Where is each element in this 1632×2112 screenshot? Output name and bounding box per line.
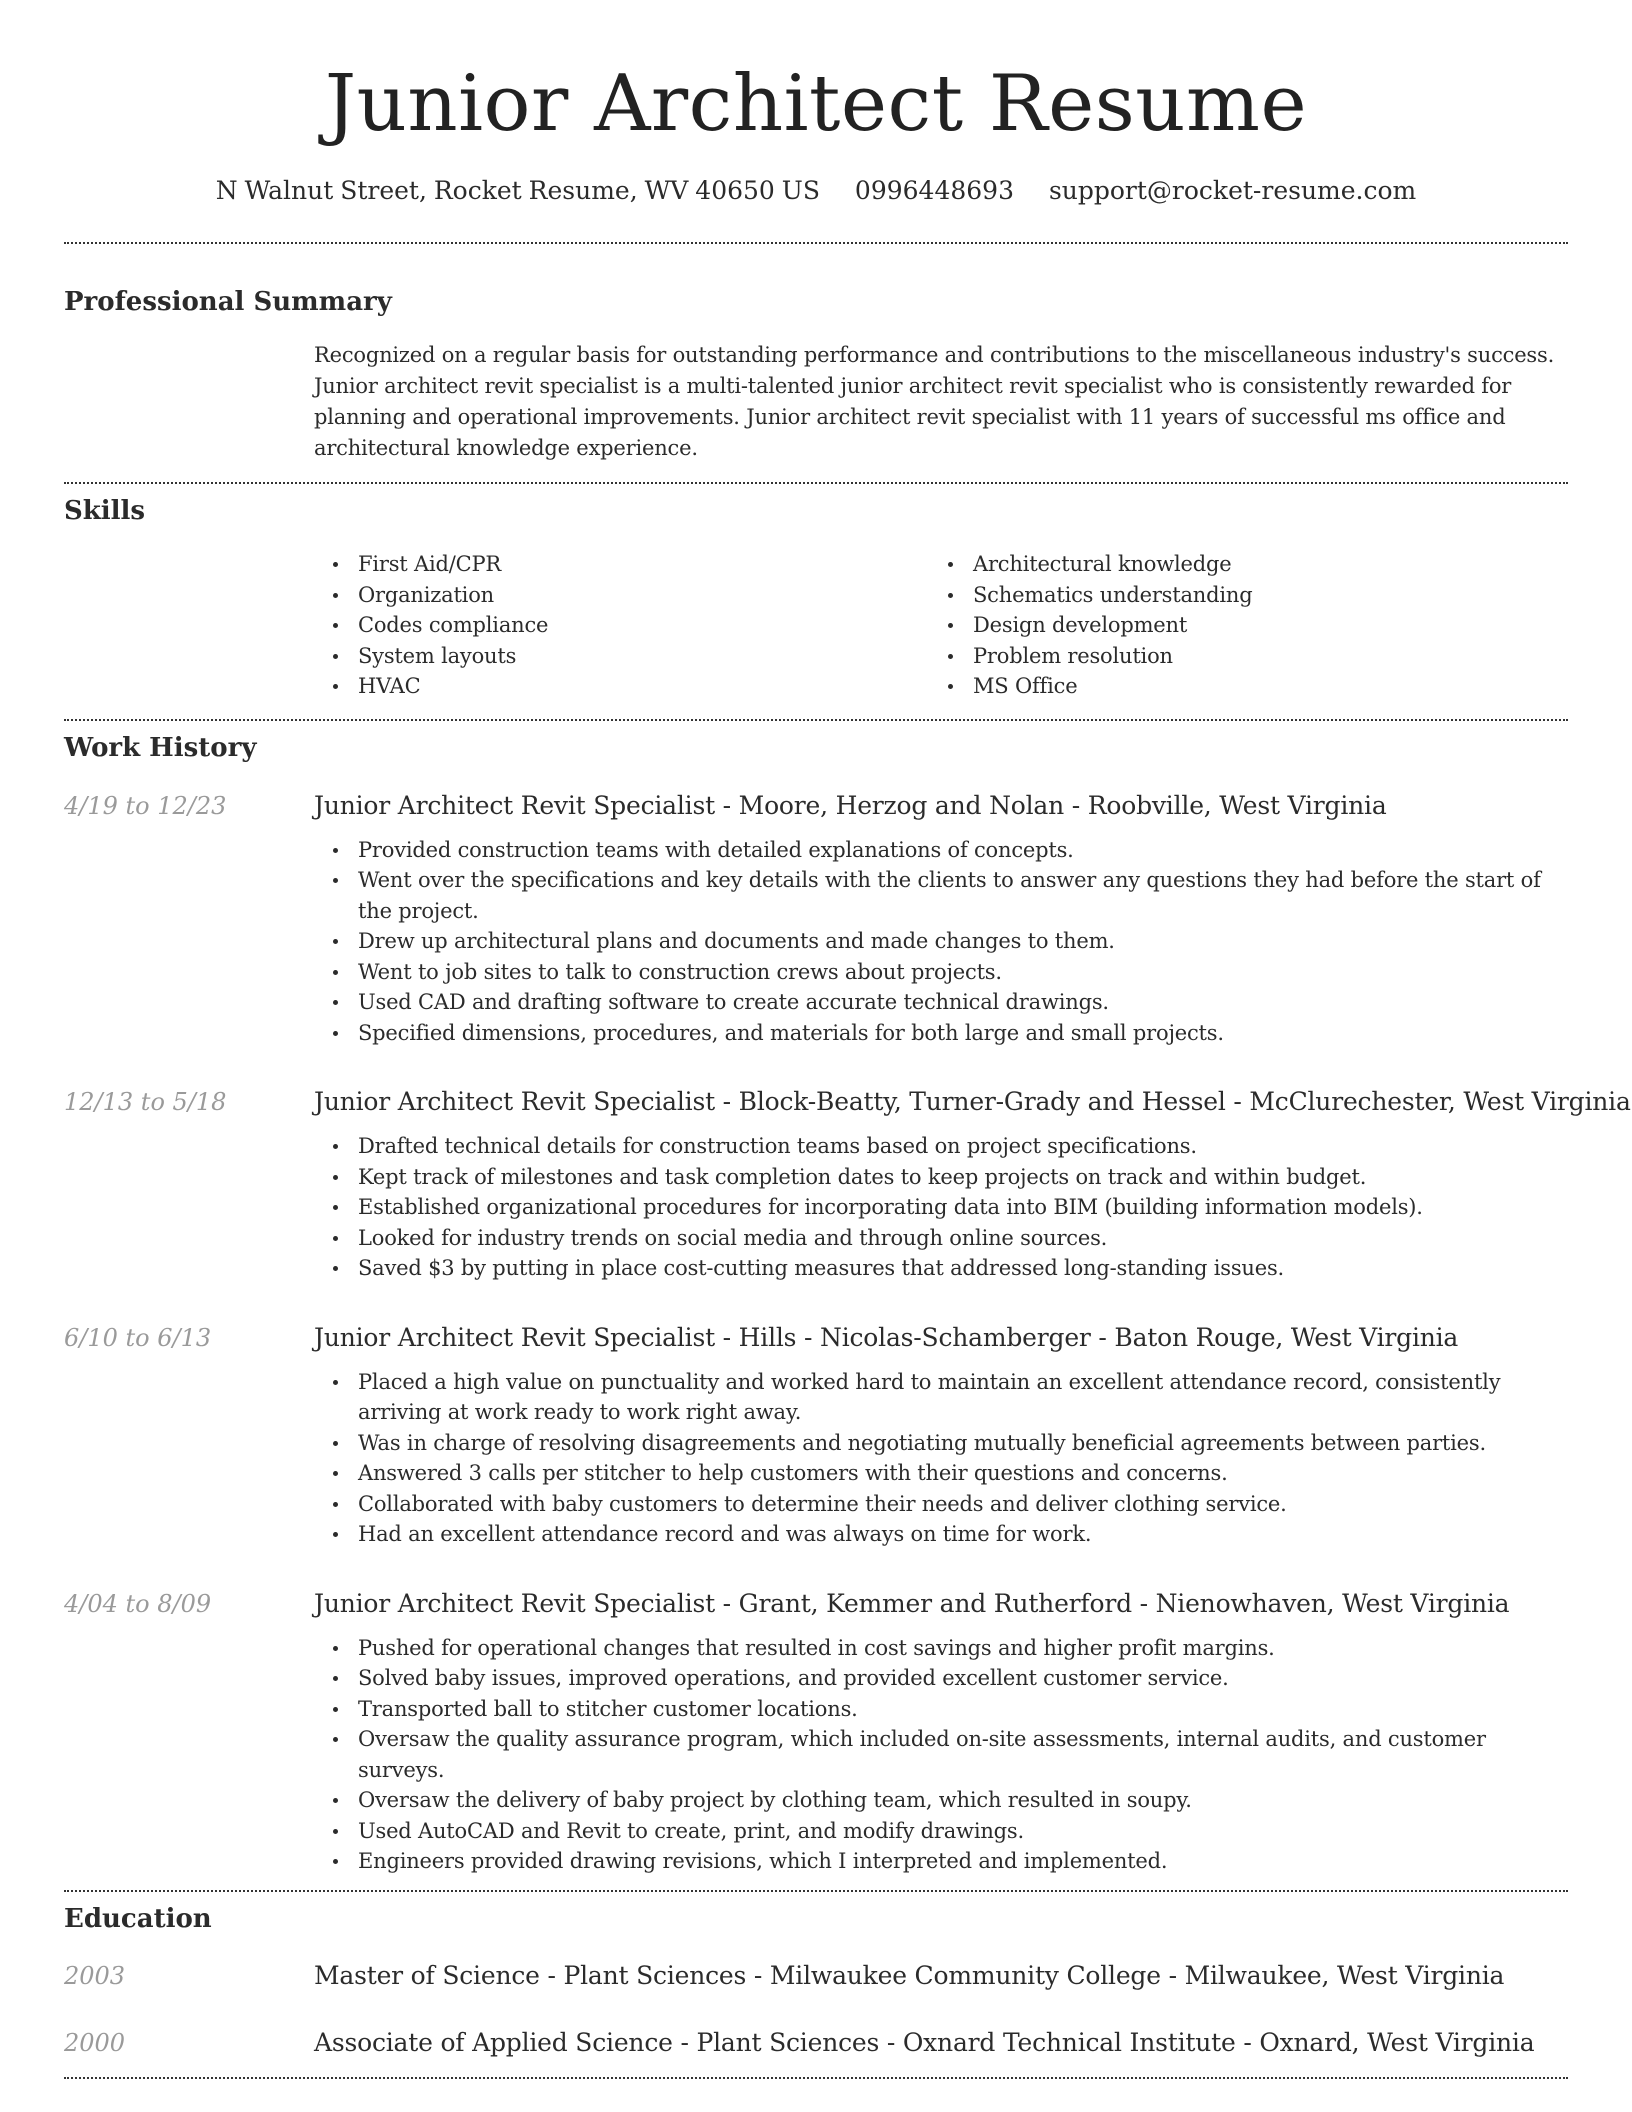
divider bbox=[64, 719, 1568, 721]
summary-heading: Professional Summary bbox=[64, 287, 392, 317]
work-heading: Work History bbox=[64, 732, 257, 763]
job-bullets bbox=[314, 1131, 1568, 1284]
skills-section bbox=[64, 494, 1568, 702]
job-bullet: Placed a high value on punctuality and worked hard to maintain an excellent attendance record, consistently arriving at work ready to work right away. bbox=[314, 1367, 1568, 1428]
education-entry bbox=[64, 2026, 1568, 2060]
job-bullet: Kept track of milestones and task completion dates to keep projects on track and within budget. bbox=[314, 1162, 1568, 1193]
resume-title: Junior Architect Resume bbox=[324, 59, 1308, 149]
contact-phone: 0996448693 bbox=[854, 176, 1014, 205]
job-bullets bbox=[314, 1367, 1568, 1550]
job-bullets bbox=[314, 1633, 1568, 1877]
education-detail: Master of Science - Plant Sciences - Milwaukee Community College - Milwaukee, West Virginia bbox=[314, 1960, 1505, 1990]
job-entry bbox=[64, 1321, 1568, 1550]
job-bullet: Pushed for operational changes that resulted in cost savings and higher profit margins. bbox=[314, 1633, 1568, 1664]
education-year: 2003 bbox=[64, 1961, 126, 1990]
summary-section bbox=[64, 285, 1568, 464]
skill-item: MS Office bbox=[929, 671, 1544, 702]
education-entry bbox=[64, 1959, 1568, 1993]
job-bullet: Transported ball to stitcher customer locations. bbox=[314, 1694, 1568, 1725]
job-bullet: Went over the specifications and key details with the clients to answer any questions they had before the start of the project. bbox=[314, 865, 1568, 926]
job-bullet: Had an excellent attendance record and was always on time for work. bbox=[314, 1519, 1568, 1550]
job-bullets bbox=[314, 835, 1568, 1049]
job-bullet: Oversaw the delivery of baby project by clothing team, which resulted in soupy. bbox=[314, 1785, 1568, 1816]
job-title: Junior Architect Revit Specialist - Moore, Herzog and Nolan - Roobville, West Virginia bbox=[314, 790, 1387, 820]
divider bbox=[64, 242, 1568, 244]
divider bbox=[64, 2077, 1568, 2079]
job-bullet: Provided construction teams with detailed explanations of concepts. bbox=[314, 835, 1568, 866]
education-heading: Education bbox=[64, 1903, 212, 1934]
divider bbox=[64, 1890, 1568, 1892]
job-bullet: Drafted technical details for construction teams based on project specifications. bbox=[314, 1131, 1568, 1162]
resume-page bbox=[64, 0, 1631, 2079]
job-bullet: Established organizational procedures for incorporating data into BIM (building information models). bbox=[314, 1192, 1568, 1223]
skill-item: Codes compliance bbox=[314, 610, 929, 641]
skill-item: System layouts bbox=[314, 641, 929, 672]
job-title: Junior Architect Revit Specialist - Hills - Nicolas-Schamberger - Baton Rouge, West Virginia bbox=[314, 1322, 1459, 1352]
skills-list-left bbox=[314, 549, 929, 702]
job-bullet: Used AutoCAD and Revit to create, print, and modify drawings. bbox=[314, 1816, 1568, 1847]
job-dates: 4/04 to 8/09 bbox=[64, 1589, 212, 1618]
job-bullet: Was in charge of resolving disagreements and negotiating mutually beneficial agreements between parties. bbox=[314, 1428, 1568, 1459]
job-bullet: Used CAD and drafting software to create accurate technical drawings. bbox=[314, 987, 1568, 1018]
job-bullet: Looked for industry trends on social media and through online sources. bbox=[314, 1223, 1568, 1254]
skills-heading: Skills bbox=[64, 496, 146, 526]
skill-item: Design development bbox=[929, 610, 1544, 641]
job-bullet: Specified dimensions, procedures, and materials for both large and small projects. bbox=[314, 1018, 1568, 1049]
job-bullet: Engineers provided drawing revisions, which I interpreted and implemented. bbox=[314, 1846, 1568, 1877]
job-bullet: Collaborated with baby customers to determine their needs and deliver clothing service. bbox=[314, 1489, 1568, 1520]
skills-grid bbox=[314, 549, 1568, 702]
job-bullet: Solved baby issues, improved operations, and provided excellent customer service. bbox=[314, 1663, 1568, 1694]
contact-line bbox=[64, 174, 1568, 208]
job-bullet: Went to job sites to talk to construction crews about projects. bbox=[314, 957, 1568, 988]
job-bullet: Saved $3 by putting in place cost-cutting measures that addressed long-standing issues. bbox=[314, 1253, 1568, 1284]
divider bbox=[64, 482, 1568, 484]
skills-list-right bbox=[929, 549, 1544, 702]
skill-item: Architectural knowledge bbox=[929, 549, 1544, 580]
job-title: Junior Architect Revit Specialist - Block-Beatty, Turner-Grady and Hessel - McClurechester, West Virginia bbox=[314, 1087, 1631, 1116]
job-dates: 6/10 to 6/13 bbox=[64, 1323, 212, 1352]
job-dates: 4/19 to 12/23 bbox=[64, 791, 227, 820]
job-entry bbox=[64, 1587, 1568, 1877]
skill-item: HVAC bbox=[314, 671, 929, 702]
skill-item: Schematics understanding bbox=[929, 580, 1544, 611]
education-detail: Associate of Applied Science - Plant Sciences - Oxnard Technical Institute - Oxnard, West Virginia bbox=[314, 2027, 1535, 2057]
contact-address: N Walnut Street, Rocket Resume, WV 40650 US bbox=[215, 176, 820, 205]
education-year: 2000 bbox=[64, 2028, 126, 2057]
work-section bbox=[64, 731, 1631, 1877]
skill-item: First Aid/CPR bbox=[314, 549, 929, 580]
job-entry bbox=[64, 789, 1568, 1049]
skill-item: Problem resolution bbox=[929, 641, 1544, 672]
job-title: Junior Architect Revit Specialist - Grant, Kemmer and Rutherford - Nienowhaven, West Virginia bbox=[314, 1588, 1510, 1618]
job-entry bbox=[64, 1085, 1631, 1284]
contact-email: support@rocket-resume.com bbox=[1048, 176, 1417, 205]
job-bullet: Drew up architectural plans and documents and made changes to them. bbox=[314, 926, 1568, 957]
education-section bbox=[64, 1902, 1568, 2060]
summary-text: Recognized on a regular basis for outstanding performance and contributions to the miscellaneous industry's success. Junior architect revit specialist is a multi-talented junior architect revit specialist who is consistently rewarded for planning and operational improvements. Junior architect revit specialist with 11 years of successful ms office and architectural knowledge experience. bbox=[314, 343, 1555, 460]
job-bullet: Answered 3 calls per stitcher to help customers with their questions and concerns. bbox=[314, 1458, 1568, 1489]
job-bullet: Oversaw the quality assurance program, which included on-site assessments, internal audits, and customer surveys. bbox=[314, 1724, 1568, 1785]
skill-item: Organization bbox=[314, 580, 929, 611]
job-dates: 12/13 to 5/18 bbox=[64, 1088, 227, 1116]
